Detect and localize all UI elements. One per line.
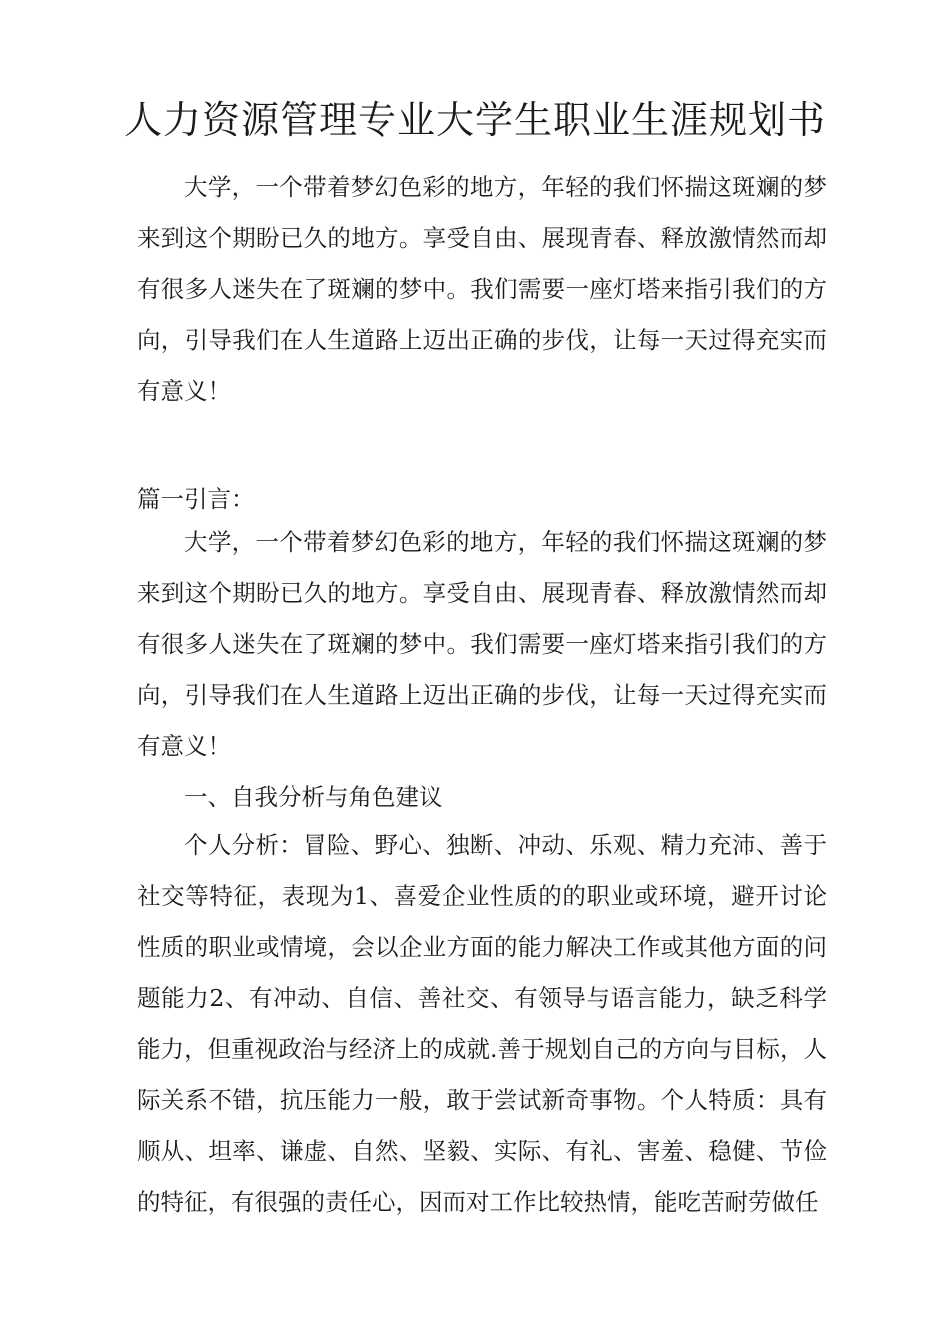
document-title: 人力资源管理专业大学生职业生涯规划书 bbox=[123, 98, 826, 142]
section-label: 篇一引言： bbox=[137, 485, 255, 513]
intro-paragraph: 大学，一个带着梦幻色彩的地方，年轻的我们怀揣这斑斓的梦来到这个期盼已久的地方。享受自由、展现青春、释放激情然而却有很多人迷失在了斑斓的梦中。我们需要一座灯塔来指引我们的方向，引导我们在人生道路上迈出正确的步伐，让每一天过得充实而有意义！ bbox=[137, 173, 827, 405]
analysis-paragraph: 个人分析：冒险、野心、独断、冲动、乐观、精力充沛、善于社交等特征，表现为1、喜爱企业性质的的职业或环境，避开讨论性质的职业或情境，会以企业方面的能力解决工作或其他方面的问题能力2、有冲动、自信、善社交、有领导与语言能力，缺乏科学能力，但重视政治与经济上的成就.善于规划自己的方向与目标，人际关系不错，抗压能力一般，敢于尝试新奇事物。个人特质：具有顺从、坦率、谦虚、自然、坚毅、实际、有礼、害羞、稳健、节俭的特征，有很强的责任心，因而对工作比较热情，能吃苦耐劳做任 bbox=[137, 831, 827, 1216]
section-heading: 一、自我分析与角色建议 bbox=[184, 783, 443, 811]
intro-paragraph-repeat: 大学，一个带着梦幻色彩的地方，年轻的我们怀揣这斑斓的梦来到这个期盼已久的地方。享受自由、展现青春、释放激情然而却有很多人迷失在了斑斓的梦中。我们需要一座灯塔来指引我们的方向，引导我们在人生道路上迈出正确的步伐，让每一天过得充实而有意义！ bbox=[137, 528, 827, 760]
